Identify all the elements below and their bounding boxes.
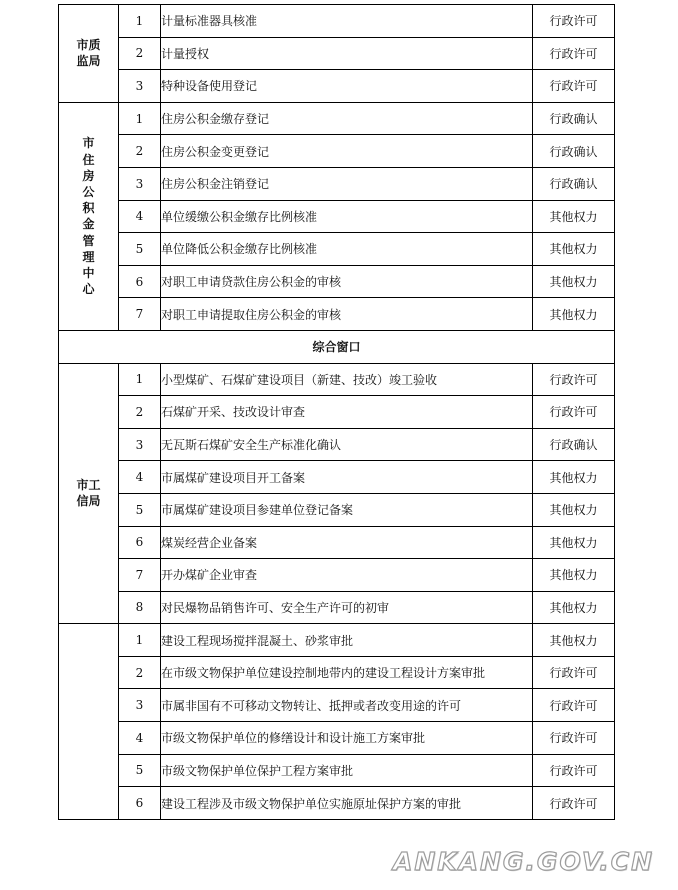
item-number: 3 xyxy=(119,689,161,722)
table-row xyxy=(59,265,615,298)
power-type: 行政确认 xyxy=(533,135,615,168)
item-name: 计量授权 xyxy=(161,37,533,70)
department-cell xyxy=(59,624,119,820)
item-name: 市属煤矿建设项目开工备案 xyxy=(161,461,533,494)
table-row xyxy=(59,135,615,168)
power-type: 行政确认 xyxy=(533,167,615,200)
department-name: 市住房公积金管理中心 xyxy=(82,136,95,297)
table-row xyxy=(59,233,615,266)
item-number: 4 xyxy=(119,461,161,494)
power-type: 其他权力 xyxy=(533,461,615,494)
item-name: 住房公积金缴存登记 xyxy=(161,102,533,135)
section-row xyxy=(59,330,615,363)
table-row xyxy=(59,5,615,38)
item-name: 市属煤矿建设项目参建单位登记备案 xyxy=(161,493,533,526)
item-name: 市级文物保护单位保护工程方案审批 xyxy=(161,754,533,787)
table-row xyxy=(59,624,615,657)
department-name: 市工信局 xyxy=(76,478,101,509)
department-cell xyxy=(59,5,119,103)
power-type: 其他权力 xyxy=(533,233,615,266)
item-number: 4 xyxy=(119,200,161,233)
item-name: 对民爆物品销售许可、安全生产许可的初审 xyxy=(161,591,533,624)
power-type: 其他权力 xyxy=(533,298,615,331)
power-type: 行政许可 xyxy=(533,363,615,396)
item-name: 对职工申请提取住房公积金的审核 xyxy=(161,298,533,331)
item-name: 小型煤矿、石煤矿建设项目（新建、技改）竣工验收 xyxy=(161,363,533,396)
item-number: 1 xyxy=(119,624,161,657)
item-name: 计量标准器具核准 xyxy=(161,5,533,38)
table-row xyxy=(59,428,615,461)
power-type: 行政许可 xyxy=(533,5,615,38)
item-name: 对职工申请贷款住房公积金的审核 xyxy=(161,265,533,298)
table-row xyxy=(59,526,615,559)
power-type: 其他权力 xyxy=(533,591,615,624)
item-name: 市级文物保护单位的修缮设计和设计施工方案审批 xyxy=(161,722,533,755)
item-number: 8 xyxy=(119,591,161,624)
item-name: 市属非国有不可移动文物转让、抵押或者改变用途的许可 xyxy=(161,689,533,722)
power-list-body xyxy=(59,5,615,820)
power-type: 行政许可 xyxy=(533,37,615,70)
table-row xyxy=(59,689,615,722)
power-type: 其他权力 xyxy=(533,493,615,526)
item-number: 6 xyxy=(119,526,161,559)
item-number: 7 xyxy=(119,298,161,331)
power-type: 其他权力 xyxy=(533,624,615,657)
power-type: 行政许可 xyxy=(533,396,615,429)
power-type: 其他权力 xyxy=(533,200,615,233)
item-name: 无瓦斯石煤矿安全生产标准化确认 xyxy=(161,428,533,461)
power-type: 行政许可 xyxy=(533,656,615,689)
item-number: 5 xyxy=(119,233,161,266)
power-type: 其他权力 xyxy=(533,526,615,559)
table-row xyxy=(59,754,615,787)
item-number: 1 xyxy=(119,102,161,135)
item-name: 特种设备使用登记 xyxy=(161,70,533,103)
power-type: 其他权力 xyxy=(533,559,615,592)
table-row xyxy=(59,298,615,331)
item-name: 煤炭经营企业备案 xyxy=(161,526,533,559)
item-number: 3 xyxy=(119,428,161,461)
table-row xyxy=(59,722,615,755)
item-number: 7 xyxy=(119,559,161,592)
item-number: 3 xyxy=(119,70,161,103)
power-type: 行政确认 xyxy=(533,428,615,461)
item-name: 单位降低公积金缴存比例核准 xyxy=(161,233,533,266)
department-name: 市质监局 xyxy=(76,38,101,69)
table-row xyxy=(59,591,615,624)
department-cell xyxy=(59,363,119,624)
item-number: 5 xyxy=(119,493,161,526)
item-name: 开办煤矿企业审查 xyxy=(161,559,533,592)
table-row xyxy=(59,656,615,689)
power-type: 行政许可 xyxy=(533,754,615,787)
item-number: 2 xyxy=(119,396,161,429)
item-name: 石煤矿开采、技改设计审查 xyxy=(161,396,533,429)
table-row xyxy=(59,200,615,233)
section-title: 综合窗口 xyxy=(59,330,615,363)
table-row xyxy=(59,787,615,820)
power-type: 行政许可 xyxy=(533,70,615,103)
table-row xyxy=(59,70,615,103)
table-row xyxy=(59,363,615,396)
table-row xyxy=(59,37,615,70)
item-number: 5 xyxy=(119,754,161,787)
item-number: 2 xyxy=(119,656,161,689)
department-cell xyxy=(59,102,119,330)
item-number: 3 xyxy=(119,167,161,200)
item-name: 建设工程现场搅拌混凝土、砂浆审批 xyxy=(161,624,533,657)
item-name: 单位缓缴公积金缴存比例核准 xyxy=(161,200,533,233)
item-number: 1 xyxy=(119,363,161,396)
table-row xyxy=(59,167,615,200)
item-name: 住房公积金变更登记 xyxy=(161,135,533,168)
power-type: 行政许可 xyxy=(533,689,615,722)
power-list-table xyxy=(58,4,615,820)
power-type: 其他权力 xyxy=(533,265,615,298)
item-number: 6 xyxy=(119,787,161,820)
item-name: 建设工程涉及市级文物保护单位实施原址保护方案的审批 xyxy=(161,787,533,820)
item-number: 2 xyxy=(119,135,161,168)
table-row xyxy=(59,396,615,429)
table-row xyxy=(59,102,615,135)
power-type: 行政许可 xyxy=(533,787,615,820)
site-watermark: ANKANG.GOV.CN xyxy=(393,847,655,876)
item-number: 6 xyxy=(119,265,161,298)
table-row xyxy=(59,559,615,592)
table-row xyxy=(59,493,615,526)
item-number: 1 xyxy=(119,5,161,38)
item-name: 住房公积金注销登记 xyxy=(161,167,533,200)
item-number: 4 xyxy=(119,722,161,755)
item-number: 2 xyxy=(119,37,161,70)
power-type: 行政确认 xyxy=(533,102,615,135)
item-name: 在市级文物保护单位建设控制地带内的建设工程设计方案审批 xyxy=(161,656,533,689)
power-type: 行政许可 xyxy=(533,722,615,755)
table-row xyxy=(59,461,615,494)
